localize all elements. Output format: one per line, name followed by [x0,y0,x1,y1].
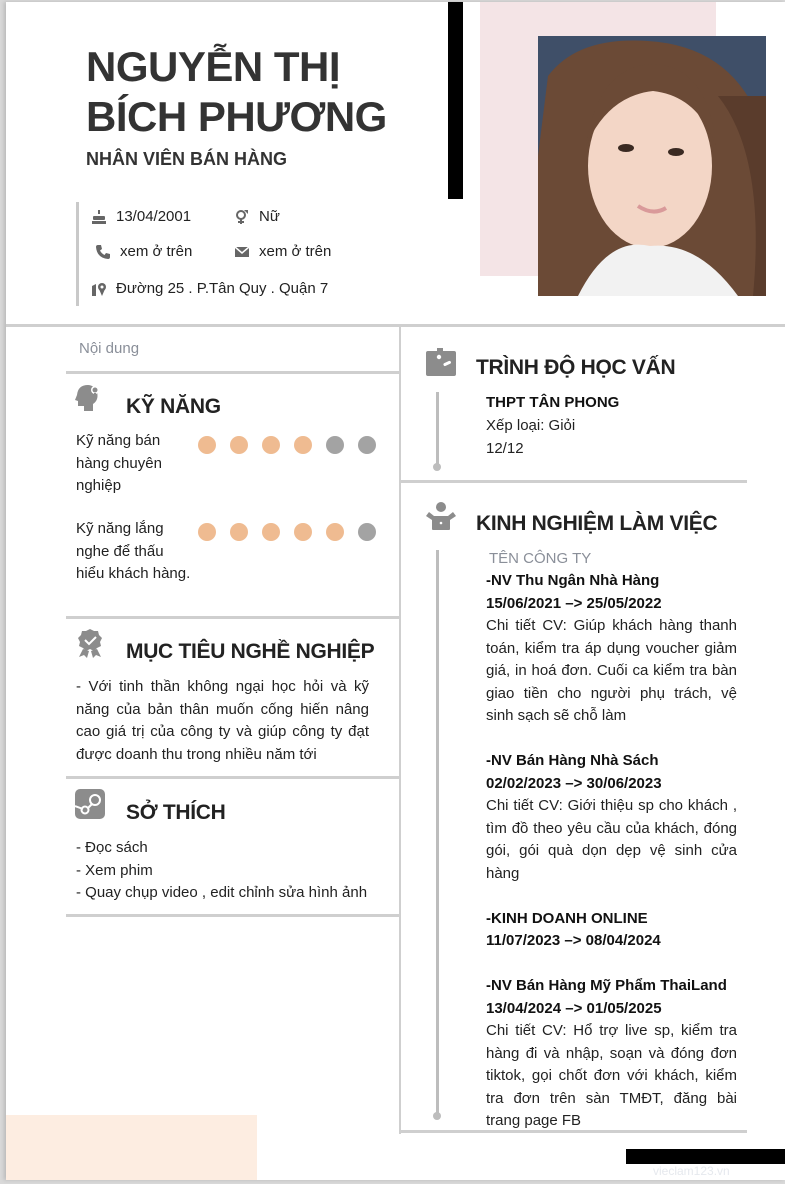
job-title: -NV Bán Hàng Mỹ Phẩm ThaiLand [486,977,727,994]
decorative-footer-bar [626,1149,785,1164]
job-title: NHÂN VIÊN BÁN HÀNG [86,149,288,169]
objective-text: - Với tinh thần không ngại học hỏi và kỹ năng của bản thân muốn cống hiến nâng cao giá trị của công ty và giúp công ty đạt được doanh thu trong nhiều năm tới [76,678,369,763]
gender-icon [234,209,250,225]
birthday-value: 13/04/2001 [116,208,192,225]
head-lightbulb-icon [75,382,105,412]
candidate-name: NGUYỄN THỊ BÍCH PHƯƠNG [86,43,387,140]
rating-dot-filled [262,436,280,454]
award-badge-icon [75,628,105,658]
skill-label: Kỹ năng lắng nghe để thấu hiểu khách hàng. [76,520,191,582]
job-title: -NV Thu Ngân Nhà Hàng [486,572,660,589]
address-row [91,280,328,297]
skill-rating [198,436,376,454]
job-description: Chi tiết CV: Giúp khách hàng thanh toán, kiểm tra áp dụng voucher giảm giá, in hoá đơn. Cuối ca kiểm tra bàn giao tiền cho người phụ trách, vệ sinh sạch sẽ chỗ làm [486,617,737,724]
steam-icon [75,789,105,819]
job-entry [486,570,737,728]
briefcase-icon [426,348,456,378]
school-level: 12/12 [486,440,524,457]
job-description: Chi tiết CV: Giới thiệu sp cho khách , tìm đồ theo yêu cầu của khách, đóng gói, gói quà dọn dẹp vệ sinh cửa hàng [486,797,737,882]
rating-dot-filled [230,436,248,454]
divider [399,1130,747,1133]
cv-page [6,2,785,1180]
job-date: 02/02/2023 –> 30/06/2023 [486,774,662,792]
skills-title: KỸ NĂNG [126,395,221,418]
address-value: Đường 25 . P.Tân Quy . Quận 7 [116,280,329,297]
experience-timeline [436,550,439,1115]
hobby-item: - Đọc sách [76,839,148,856]
divider [66,616,399,619]
gender-value: Nữ [259,208,280,225]
experience-title: KINH NGHIỆM LÀM VIỆC [476,512,718,535]
rating-dot-filled [294,523,312,541]
job-date: 15/06/2021 –> 25/05/2022 [486,594,662,612]
rating-dot-filled [198,523,216,541]
job-date: 11/07/2023 –> 08/04/2024 [486,932,661,949]
rating-dot-empty [358,436,376,454]
divider [66,371,399,374]
hobby-item: - Quay chụp video , edit chỉnh sửa hình ảnh [76,884,368,901]
person-laptop-icon [426,502,456,532]
decorative-peach-block [6,1115,257,1180]
timeline-end-dot [433,1112,441,1120]
education-title: TRÌNH ĐỘ HỌC VẤN [476,356,676,379]
job-date: 13/04/2024 –> 01/05/2025 [486,999,662,1017]
job-entry [486,908,737,953]
school-grade: Xếp loại: Giỏi [486,417,576,434]
map-marker-icon [91,281,107,297]
content-placeholder: Nội dung [79,340,140,357]
hobbies-list [76,837,367,905]
job-description: Chi tiết CV: Hổ trợ live sp, kiểm tra hàng đi và nhập, soạn và đóng đơn tiktok, gọi chốt đơn với khách, kiểm tra đơn trên sàn TMĐT, đăng bài trang page FB [486,1022,737,1129]
hobbies-title: SỞ THÍCH [126,801,226,824]
birthday-cake-icon [91,209,107,225]
contact-info [76,202,396,306]
email-value: xem ở trên [259,243,332,260]
job-title: -NV Bán Hàng Nhà Sách [486,752,659,769]
divider [399,480,747,483]
phone-icon [95,244,111,260]
skill-label: Kỹ năng bán hàng chuyên nghiệp [76,432,162,494]
header-divider [6,324,785,327]
email-row [234,243,331,260]
divider [66,776,399,779]
decorative-black-bar [448,2,463,199]
birthday-row [91,208,191,225]
divider [66,914,399,917]
watermark: vieclam123.vn [653,1164,730,1178]
education-entry [486,391,619,460]
hobby-item: - Xem phim [76,861,153,879]
rating-dot-filled [198,436,216,454]
phone-value: xem ở trên [120,243,193,260]
column-divider [399,324,401,1134]
phone-row [95,243,192,260]
job-entry [486,750,737,885]
rating-dot-filled [294,436,312,454]
rating-dot-filled [230,523,248,541]
experience-list [486,548,737,1133]
education-timeline [436,392,439,466]
rating-dot-empty [358,523,376,541]
gender-row [234,208,280,225]
envelope-icon [234,244,250,260]
company-placeholder: TÊN CÔNG TY [489,550,592,567]
job-entry [486,975,737,1133]
school-name: THPT TÂN PHONG [486,394,620,411]
timeline-end-dot [433,463,441,471]
rating-dot-filled [326,523,344,541]
rating-dot-empty [326,436,344,454]
job-title: -KINH DOANH ONLINE [486,909,648,927]
profile-photo [538,36,766,296]
skill-rating [198,523,376,541]
objective-title: MỤC TIÊU NGHỀ NGHIỆP [126,640,375,663]
rating-dot-filled [262,523,280,541]
